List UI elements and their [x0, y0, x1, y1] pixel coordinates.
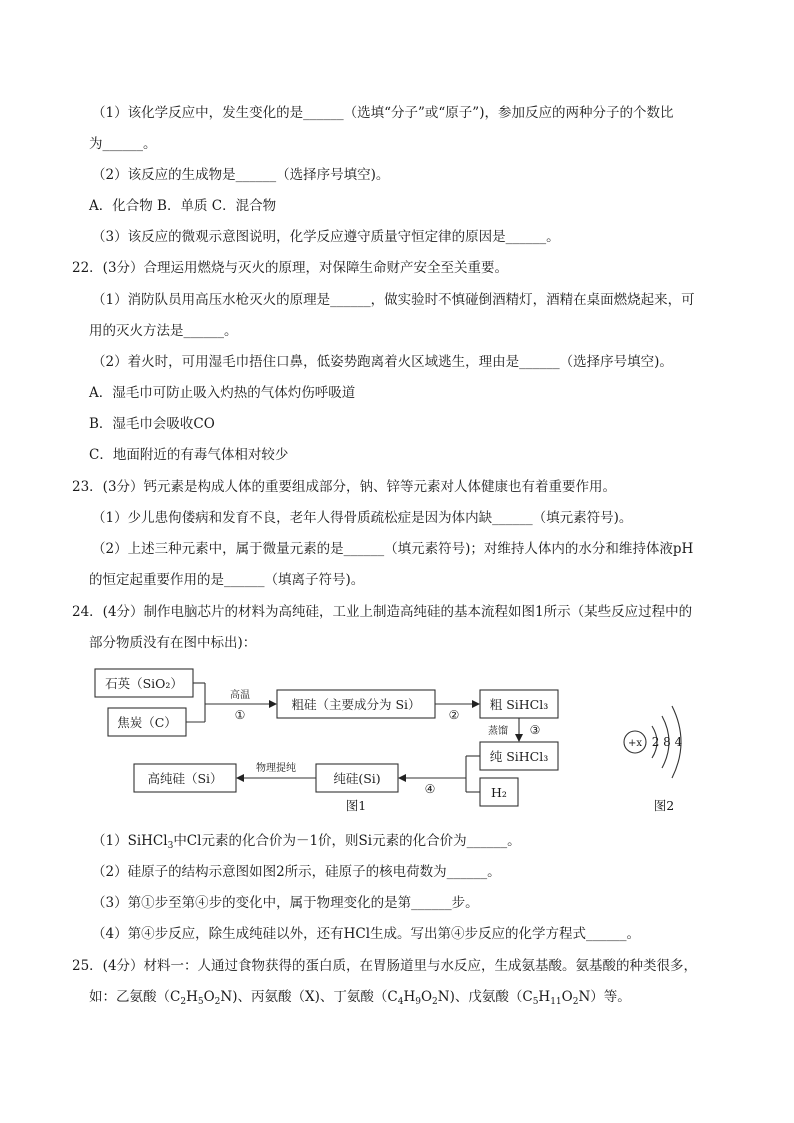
crude-sihcl3-label: 粗 SiHCl₃ — [489, 697, 549, 712]
q25-line2: 如：乙氨酸$(C_2H_5O_2N)$、丙氨酸（X)、丁氨酸$(C_4H_9O_2N)$、戊氨酸$(C_5H_{11}O_2N)$等。 — [89, 989, 631, 1007]
figure-1-caption: 图1 — [345, 798, 367, 813]
q24-part2: （2）硅原子的结构示意图如图2所示，硅原子的核电荷数为______。 — [92, 864, 501, 880]
q22-part2: （2）着火时，可用湿毛巾捂住口鼻，低姿势跑离着火区域逃生，理由是______（选择序号填空)。 — [92, 354, 673, 370]
q23-stem: 23．(3分）钙元素是构成人体的重要组成部分，钠、锌等元素对人体健康也有着重要作用。 — [72, 479, 617, 495]
figure-2-atom-diagram — [610, 668, 720, 816]
shell-electron-counts: 2 8 4 — [651, 735, 683, 749]
crude-silicon-label: 粗硅（主要成分为 Si） — [291, 697, 421, 712]
figure-1-flowchart — [90, 660, 570, 818]
step-2-label: ② — [448, 708, 460, 722]
q23-part2-line2: 的恒定起重要作用的是______（填离子符号)。 — [89, 572, 365, 588]
q21-part3: （3）该反应的微观示意图说明，化学反应遵守质量守恒定律的原因是______。 — [92, 229, 560, 245]
pure-sihcl3-label: 纯 SiHCl₃ — [489, 749, 549, 764]
step-1-label: ① — [234, 708, 246, 722]
q24-stem-line1: 24．(4分）制作电脑芯片的材料为高纯硅，工业上制造高纯硅的基本流程如图1所示（某些反应过程中的 — [72, 604, 693, 620]
q21-part1-line2: 为______。 — [89, 136, 157, 152]
q22-option-c: C．地面附近的有毒气体相对较少 — [89, 447, 289, 463]
quartz-label: 石英（SiO₂） — [105, 676, 183, 691]
step-3-label: ③ — [529, 723, 541, 737]
q21-part1-line1: （1）该化学反应中，发生变化的是______（选填“分子”或“原子”)，参加反应的两种分子的个数比 — [92, 105, 674, 121]
q23-part1: （1）少儿患佝偻病和发育不良，老年人得骨质疏松症是因为体内缺______（填元素符号)。 — [92, 510, 633, 526]
distill-label: 蒸馏 — [488, 726, 508, 737]
q21-part2: （2）该反应的生成物是______（选择序号填空)。 — [92, 167, 390, 183]
q25-stem: 25．(4分）材料一：人通过食物获得的蛋白质，在胃肠道里与水反应，生成氨基酸。氨基酸的种类很多， — [72, 958, 698, 974]
q22-stem: 22．(3分）合理运用燃烧与灭火的原理，对保障生命财产安全至关重要。 — [72, 260, 509, 276]
q24-part3: （3）第①步至第④步的变化中，属于物理变化的是第______步。 — [92, 895, 479, 911]
coke-label: 焦炭（C） — [117, 715, 177, 730]
high-purity-silicon-label: 高纯硅（Si） — [147, 771, 223, 786]
h2-label: H₂ — [491, 785, 507, 800]
figure-2-caption: 图2 — [653, 798, 675, 813]
q24-part1: （1）SiHCl$_3$中Cl元素的化合价为－1价，则Si元素的化合价为______。 — [92, 833, 521, 851]
q22-option-b: B．湿毛巾会吸收CO — [89, 416, 215, 432]
q21-options: A．化合物 B．单质 C．混合物 — [89, 198, 277, 214]
pure-silicon-label: 纯硅(Si) — [333, 771, 381, 786]
q23-part2-line1: （2）上述三种元素中，属于微量元素的是______（填元素符号)；对维持人体内的水分和维持体液pH — [92, 541, 694, 557]
high-temp-label: 高温 — [230, 690, 250, 701]
q22-part1-line1: （1）消防队员用高压水枪灭火的原理是______，做实验时不慎碰倒酒精灯，酒精在桌面燃烧起来，可 — [92, 292, 695, 308]
step-4-label: ④ — [424, 782, 436, 796]
q24-part4: （4）第④步反应，除生成纯硅以外，还有HCl生成。写出第④步反应的化学方程式______。 — [92, 926, 641, 942]
q22-part1-line2: 用的灭火方法是______。 — [89, 323, 238, 339]
purify-label: 物理提纯 — [256, 763, 296, 774]
nucleus-label: +x — [627, 738, 643, 749]
q22-option-a: A．湿毛巾可防止吸入灼热的气体灼伤呼吸道 — [89, 385, 356, 401]
q24-stem-line2: 部分物质没有在图中标出)： — [89, 635, 257, 651]
